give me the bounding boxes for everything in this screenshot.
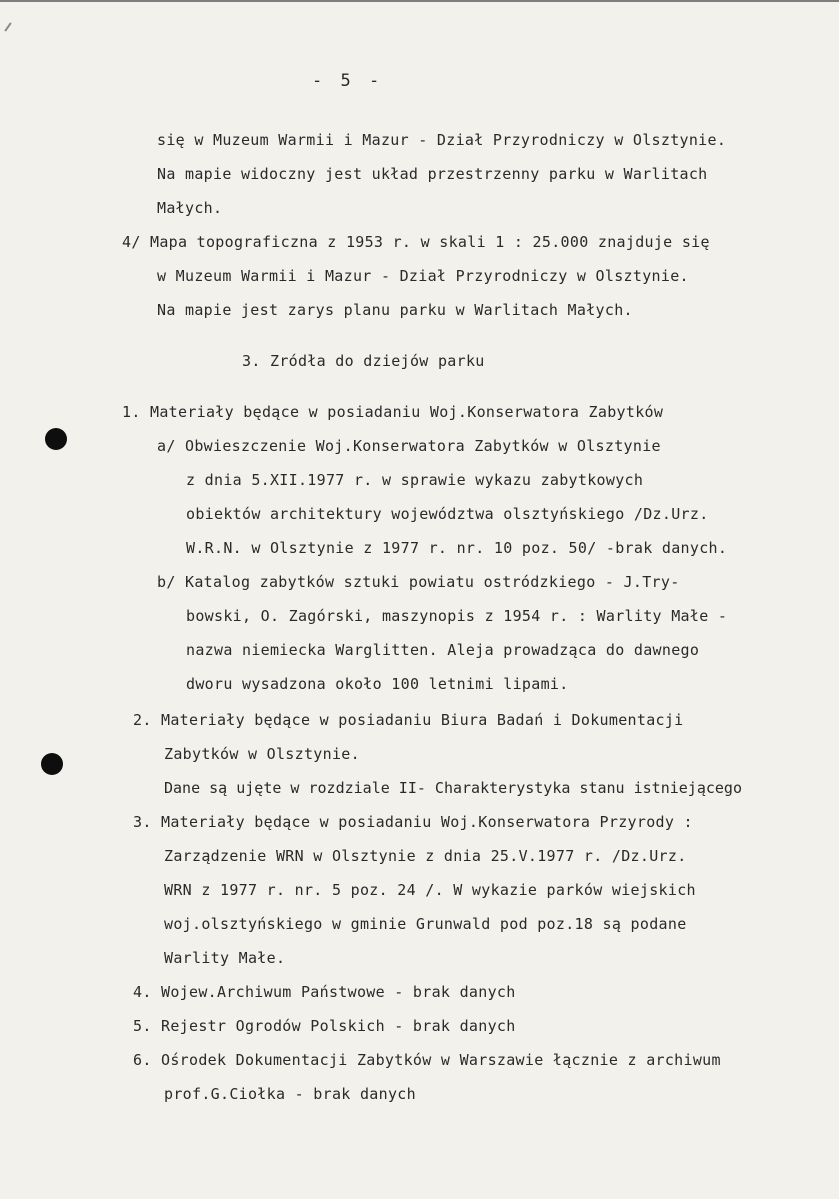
text-line: w Muzeum Warmii i Mazur - Dział Przyrodniczy w Olsztynie. <box>157 267 689 285</box>
text-line: Dane są ujęte w rozdziale II- Charakterystyka stanu istniejącego <box>164 779 742 797</box>
text-line: a/ Obwieszczenie Woj.Konserwatora Zabytków w Olsztynie <box>157 437 661 455</box>
binder-hole-top <box>45 428 67 450</box>
text-line: W.R.N. w Olsztynie z 1977 r. nr. 10 poz. 50/ -brak danych. <box>186 539 728 557</box>
text-line: z dnia 5.XII.1977 r. w sprawie wykazu zabytkowych <box>186 471 644 489</box>
text-line: 5. Rejestr Ogrodów Polskich - brak danych <box>133 1017 516 1035</box>
text-line: Na mapie jest zarys planu parku w Warlitach Małych. <box>157 301 633 319</box>
text-line: Na mapie widoczny jest układ przestrzenny parku w Warlitach <box>157 165 708 183</box>
section-heading: 3. Zródła do dziejów parku <box>242 352 485 370</box>
text-line: Małych. <box>157 199 223 217</box>
text-line: 4/ Mapa topograficzna z 1953 r. w skali 1 : 25.000 znajduje się <box>122 233 710 251</box>
text-line: 6. Ośrodek Dokumentacji Zabytków w Warszawie łącznie z archiwum <box>133 1051 721 1069</box>
text-line: 1. Materiały będące w posiadaniu Woj.Konserwatora Zabytków <box>122 403 664 421</box>
text-line: 3. Materiały będące w posiadaniu Woj.Konserwatora Przyrody : <box>133 813 693 831</box>
text-line: 2. Materiały będące w posiadaniu Biura Badań i Dokumentacji <box>133 711 684 729</box>
text-line: Zarządzenie WRN w Olsztynie z dnia 25.V.1977 r. /Dz.Urz. <box>164 847 687 865</box>
scan-top-edge <box>0 0 839 2</box>
text-line: się w Muzeum Warmii i Mazur - Dział Przyrodniczy w Olsztynie. <box>157 131 727 149</box>
text-line: prof.G.Ciołka - brak danych <box>164 1085 416 1103</box>
page-number: - 5 - <box>312 71 384 91</box>
text-line: Zabytków w Olsztynie. <box>164 745 360 763</box>
text-line: obiektów architektury województwa olsztyńskiego /Dz.Urz. <box>186 505 709 523</box>
text-line: b/ Katalog zabytków sztuki powiatu ostródzkiego - J.Try- <box>157 573 680 591</box>
text-line: WRN z 1977 r. nr. 5 poz. 24 /. W wykazie parków wiejskich <box>164 881 696 899</box>
corner-pencil-mark <box>4 22 11 31</box>
text-line: dworu wysadzona około 100 letnimi lipami. <box>186 675 569 693</box>
binder-hole-bottom <box>41 753 63 775</box>
text-line: Warlity Małe. <box>164 949 286 967</box>
text-line: woj.olsztyńskiego w gminie Grunwald pod poz.18 są podane <box>164 915 687 933</box>
text-line: nazwa niemiecka Warglitten. Aleja prowadząca do dawnego <box>186 641 700 659</box>
text-line: 4. Wojew.Archiwum Państwowe - brak danych <box>133 983 516 1001</box>
text-line: bowski, O. Zagórski, maszynopis z 1954 r. : Warlity Małe - <box>186 607 728 625</box>
